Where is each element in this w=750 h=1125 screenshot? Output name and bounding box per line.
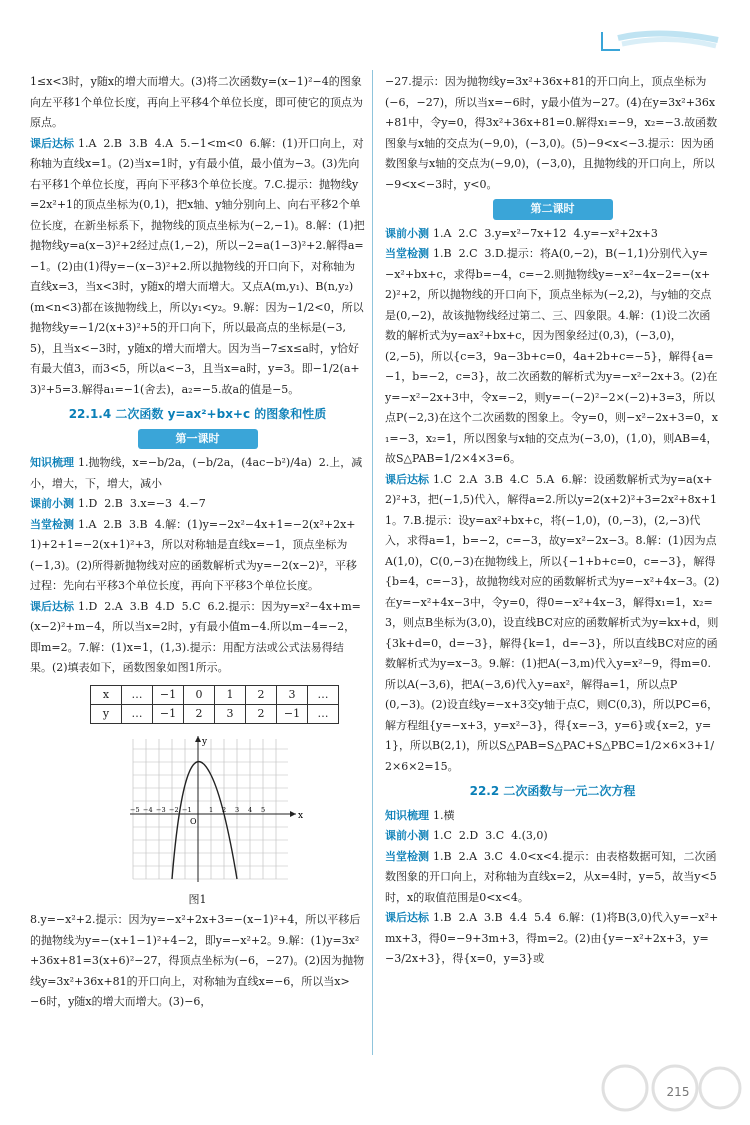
table-cell: y: [91, 704, 122, 723]
table-row: [91, 704, 339, 723]
paragraph: 8.y=−x²+2.提示：因为y=−x²+2x+3=−(x−1)²+4，所以平移后的抛物线为y=−(x+1−1)²+4−2，即y=−x²+2。9.解：(1)y=3x²+36x+81=3(x+6)²−27，得顶点坐标为(−6，−27)。(2)因为抛物线y=3x²+36x+81的开口向上，对称轴为直线x=−6，所以当x>−6时，y随x的增大而增大。(3)−6，: [30, 913, 365, 1008]
answer-text: 1.B 2.C 3.D.提示：将A(0,−2)，B(−1,1)分别代入y=−x²+bx+c，求得b=−4，c=−2.则抛物线y=−x²−4x−2=−(x+2)²+2，所以抛物线的开口向下，顶点坐标为(−2,2)，与y轴的交点是(0,−2)，故该抛物线经过第二、三、四象限。4.解：(1)设二次函数的解析式为y=ax²+bx+c，因为图象经过(0,3)，(−3,0)，(2,−5)，所以{c=3，9a−3b+c=0，4a+2b+c=−5}，解得{a=−1，b=−2，c=3}，故二次函数的解析式为y=−x²−2x+3。(2)在y=−x²−2x+3中，令x=−2，则y=−(−2)²−2×(−2)+3=3，所以点P(−2,3)在这个二次函数的图象上。令y=0，则−x²−2x+3=0，x₁=−3，x₂=1，所以图象与x轴的交点为(−3,0)，(1,0)，则AB=4，故S△PAB=1/2×4×3=6。: [385, 247, 719, 465]
table-cell: −1: [277, 704, 308, 723]
table-cell: 2: [246, 704, 277, 723]
subsection-label: 课后达标: [385, 911, 429, 924]
answer-text: 1.B 2.A 3.B 4.4 5.4 6.解：(1)将B(3,0)代入y=−x²+mx+3，得0=−9+3m+3，得m=2。(2)由{y=−x²+2x+3，y=−3/2x+3}，得{x=0，y=3}或: [385, 911, 719, 965]
subsection-label: 课前小测: [385, 829, 429, 842]
subsection-label: 课后达标: [30, 599, 74, 613]
subsection-label: 课后达标: [30, 136, 74, 150]
subsection-label: 课前小测: [30, 497, 74, 510]
answer-text: 1.抛物线，x=−b/2a，(−b/2a，(4ac−b²)/4a) 2.上，减小，增大，下，增大，减小: [30, 456, 363, 490]
y-axis-label: y: [202, 736, 208, 747]
subsection-label: 知识梳理: [30, 456, 74, 469]
tick-label: −5: [130, 805, 140, 814]
answer-text: 1.B 2.A 3.C 4.0<x<4.提示：由表格数据可知，二次函数图象的开口向上，对称轴为直线x=2，从x=4时，y=5，故当y<5时，x的取值范围是0<x<4。: [385, 849, 717, 904]
origin-label: O: [190, 816, 197, 826]
page-number: 215: [666, 1085, 690, 1099]
tick-label: −1: [182, 805, 192, 814]
subsection-label: 当堂检测: [385, 247, 429, 260]
answer-text: 1.A 2.B 3.B 4.解：(1)y=−2x²−4x+1=−2(x²+2x+1)+2+1=−2(x+1)²+3，所以对称轴是直线x=−1，顶点坐标为(−1,3)。(2)所得新抛物线对应的函数解析式为y=−2(x−2)²，平移过程：先向右平移3个单位长度，再向下平移3个单位长度。: [30, 517, 357, 592]
table-cell: …: [308, 685, 339, 704]
tick-label: −4: [143, 805, 153, 814]
table-row: [91, 685, 339, 704]
answer-text: 1.横: [433, 808, 455, 822]
tick-label: 1: [209, 805, 214, 814]
answer-text: 1.D 2.A 3.B 4.D 5.C 6.2.提示：因为y=x²−4x+m=(x−2)²+m−4，所以当x=2时，y有最小值m−4.所以m−4=−2，即m=2。7.解：(1)x=1，(1,3).提示：用配方法或公式法易得结果。(2)填表如下，函数图象如图1所示。: [30, 599, 361, 674]
table-cell: 1: [215, 685, 246, 704]
tick-label: 3: [235, 805, 240, 814]
paragraph: −27.提示：因为抛物线y=3x²+36x+81的开口向上，顶点坐标为(−6，−27)，所以当x=−6时，y最小值为−27。(4)在y=3x²+36x+81中，令y=0，得3x²+36x+81=0.解得x₁=−9，x₂=−3.故函数图象与x轴的交点为(−9,0)，(−3,0)。(5)−9<x<−3.提示：因为函数图象与x轴的交点为(−9,0)，(−3,0)，且抛物线的开口向上，所以−9<x<−3时，y<0。: [385, 75, 718, 191]
table-cell: …: [122, 704, 153, 723]
answer-text: 1.A 2.C 3.y=x²−7x+12 4.y=−x²+2x+3: [433, 226, 658, 240]
table-cell: 3: [215, 704, 246, 723]
lesson-banner: 第一课时: [138, 429, 258, 450]
answer-text: 1.C 2.D 3.C 4.(3,0): [433, 829, 548, 842]
table-cell: −1: [153, 685, 184, 704]
answer-text: 1.C 2.A 3.B 4.C 5.A 6.解：设函数解析式为y=a(x+2)²+3，把(−1,5)代入，解得a=2.所以y=2(x+2)²+3=2x²+8x+11。7.B.提示：设y=ax²+bx+c，将(−1,0)，(0,−3)，(2,−3)代入，求得a=1，b=−2，c=−3，故y=x²−2x−3。8.解：(1)因为点A(1,0)，C(0,−3)在抛物线上，所以{−1+b+c=0，c=−3}，解得{b=4，c=−3}，故抛物线对应的函数解析式为y=−x²+4x−3。(2)在y=−x²+4x−3中，令y=0，得0=−x²+4x−3，解得x₁=1，x₂=3，则点B坐标为(3,0)，设直线BC对应的函数解析式为y=kx+d，则{3k+d=0，d=−3}，解得{k=1，d=−3}，所以直线BC对应的函数解析式为y=x−3。9.解：(1)把A(−3,m)代入y=x²−9，得m=0.所以A(−3,6)，把A(−3,6)代入y=ax²，解得a=1，所以点P(0,−3)。(2)设直线y=−x+3交y轴于点C，则C(0,3)，所以PC=6，解方程组{y=−x+3，y=x²−3}，得{x=−3，y=6}或{x=2，y=1}，所以B(2,1)，所以S△PAB=S△PAC+S△PBC=1/2×6×3+1/2×6×2=15。: [385, 472, 720, 773]
table-cell: …: [122, 685, 153, 704]
tick-label: 4: [248, 805, 253, 814]
table-cell: 2: [184, 704, 215, 723]
tick-label: −2: [169, 805, 179, 814]
tick-label: 5: [261, 805, 266, 814]
tick-label: −3: [156, 805, 166, 814]
table-cell: 0: [184, 685, 215, 704]
parabola-curve: [172, 761, 240, 878]
answer-text: 1.D 2.B 3.x=−3 4.−7: [78, 497, 206, 510]
value-table: [90, 685, 339, 724]
parabola-graph: [128, 734, 318, 884]
figure-caption: 图1: [188, 892, 207, 906]
right-column: [385, 72, 720, 970]
subsection-label: 知识梳理: [385, 808, 429, 822]
parabola-figure: [128, 734, 318, 884]
answer-text: 1.A 2.B 3.B 4.A 5.−1<m<0 6.解：(1)开口向上，对称轴为直线x=1。(2)当x=1时，y有最小值，最小值为−3。(3)先向右平移1个单位长度，再向下平移3个单位长度。7.C.提示：抛物线y=2x²+1的顶点坐标为(0,1)，把x轴、y轴分别向上、向右平移2个单位长度，在新坐标系下，抛物线的顶点坐标为(−2,−1)。8.解：(1)把抛物线y=a(x−3)²+2经过点(1,−2)，所以−2=a(1−3)²+2.解得a=−1。(2)由(1)得y=−(x−3)²+2.所以抛物线的开口向下，对称轴为直线x=3，当x<3时，y随x的增大而增大。又点A(m,y₁)、B(n,y₂)(m<n<3)都在该抛物线上，所以y₁<y₂。9.解：因为−1/2<0，所以抛物线y=−1/2(x+3)²+5的开口向下，所以最高点的坐标是(−3,5)，且当x<−3时，y随x的增大而增大。因为当−7≤x≤a时，y恰好有最大值3，而3<5，所以a<−3，且当x=a时，y=3。即−1/2(a+3)²+5=3.解得a₁=−1(舍去)，a₂=−5.故a的值是−5。: [30, 136, 365, 396]
subsection-label: 课后达标: [385, 472, 429, 486]
y-axis-arrow: [195, 736, 201, 742]
left-column: [30, 72, 365, 1013]
section-title: 22.2 二次函数与一元二次方程: [469, 784, 636, 798]
table-cell: 3: [277, 685, 308, 704]
tick-label: 2: [222, 805, 227, 814]
section-title: 22.1.4 二次函数 y=ax²+bx+c 的图象和性质: [68, 407, 327, 421]
table-cell: x: [91, 685, 122, 704]
header-decoration: [600, 28, 720, 58]
table-cell: −1: [153, 704, 184, 723]
table-cell: …: [308, 704, 339, 723]
subsection-label: 当堂检测: [385, 849, 429, 863]
subsection-label: 课前小测: [385, 226, 429, 240]
paragraph: 1≤x<3时，y随x的增大而增大。(3)将二次函数y=(x−1)²−4的图象向左平移1个单位长度，再向上平移4个单位长度，即可使它的顶点为原点。: [30, 75, 363, 129]
table-cell: 2: [246, 685, 277, 704]
column-divider: [372, 70, 373, 1055]
lesson-banner: 第二课时: [493, 199, 613, 220]
subsection-label: 当堂检测: [30, 517, 74, 531]
x-axis-label: x: [298, 810, 304, 821]
x-axis-arrow: [290, 811, 296, 817]
